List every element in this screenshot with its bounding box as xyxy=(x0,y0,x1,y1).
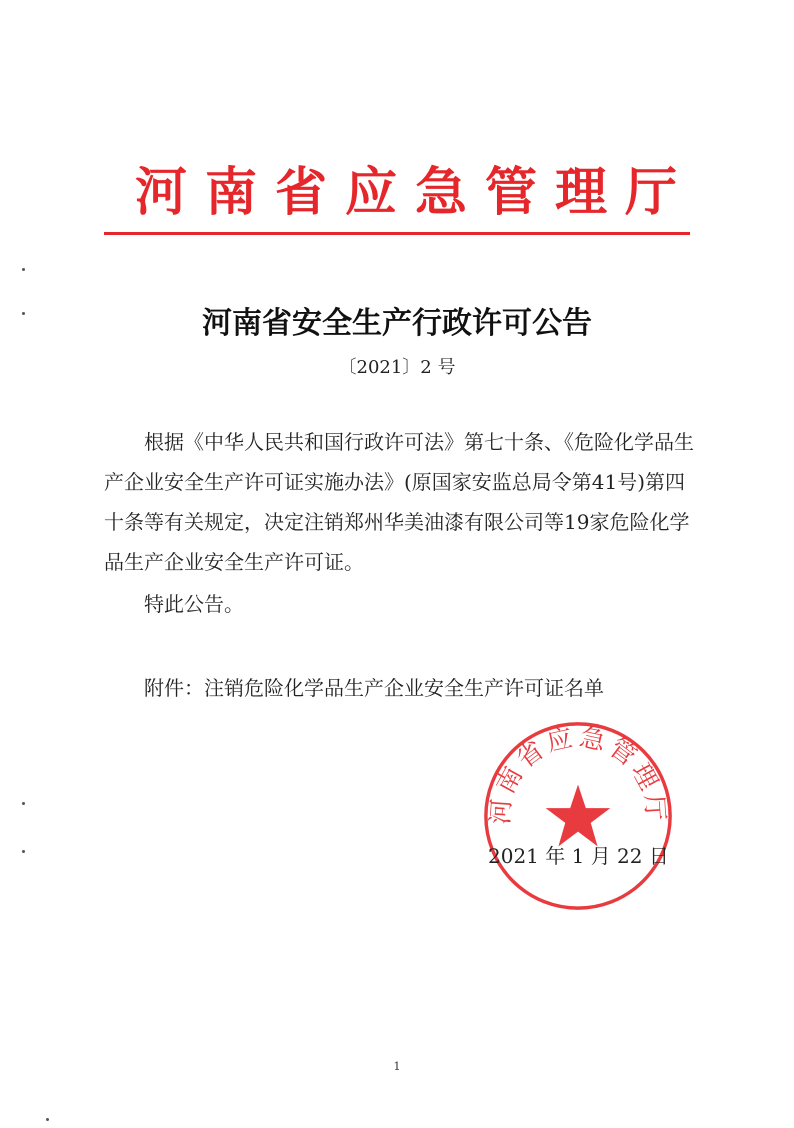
scan-speck xyxy=(22,850,25,853)
page-number: 1 xyxy=(393,1060,401,1073)
scan-speck xyxy=(22,268,25,271)
closing-statement: 特此公告。 xyxy=(144,592,244,616)
document-number: 〔2021〕2 号 xyxy=(338,357,456,378)
red-divider-line xyxy=(104,232,690,235)
official-seal-stamp xyxy=(480,718,676,914)
scan-speck xyxy=(22,802,25,805)
body-paragraph: 根据《中华人民共和国行政许可法》第七十条、《危险化学品生产企业安全生产许可证实施办法》(原国家安监总局令第41号)第四十条等有关规定，决定注销郑州华美油漆有限公司等19家危险化学品生产企业安全生产许可证。 xyxy=(104,430,694,574)
body-text xyxy=(104,422,694,582)
issuing-organization-header: 河南省应急管理厅 xyxy=(134,162,695,223)
scan-speck xyxy=(46,1118,49,1121)
seal-star-icon xyxy=(546,785,611,847)
document-title: 河南省安全生产行政许可公告 xyxy=(202,306,592,341)
attachment-line: 附件：注销危险化学品生产企业安全生产许可证名单 xyxy=(144,676,604,700)
scan-speck xyxy=(22,312,25,315)
issue-date: 2021 年 1 月 22 日 xyxy=(488,844,669,868)
seal-text: 河南省应急管理厅 xyxy=(485,722,671,826)
